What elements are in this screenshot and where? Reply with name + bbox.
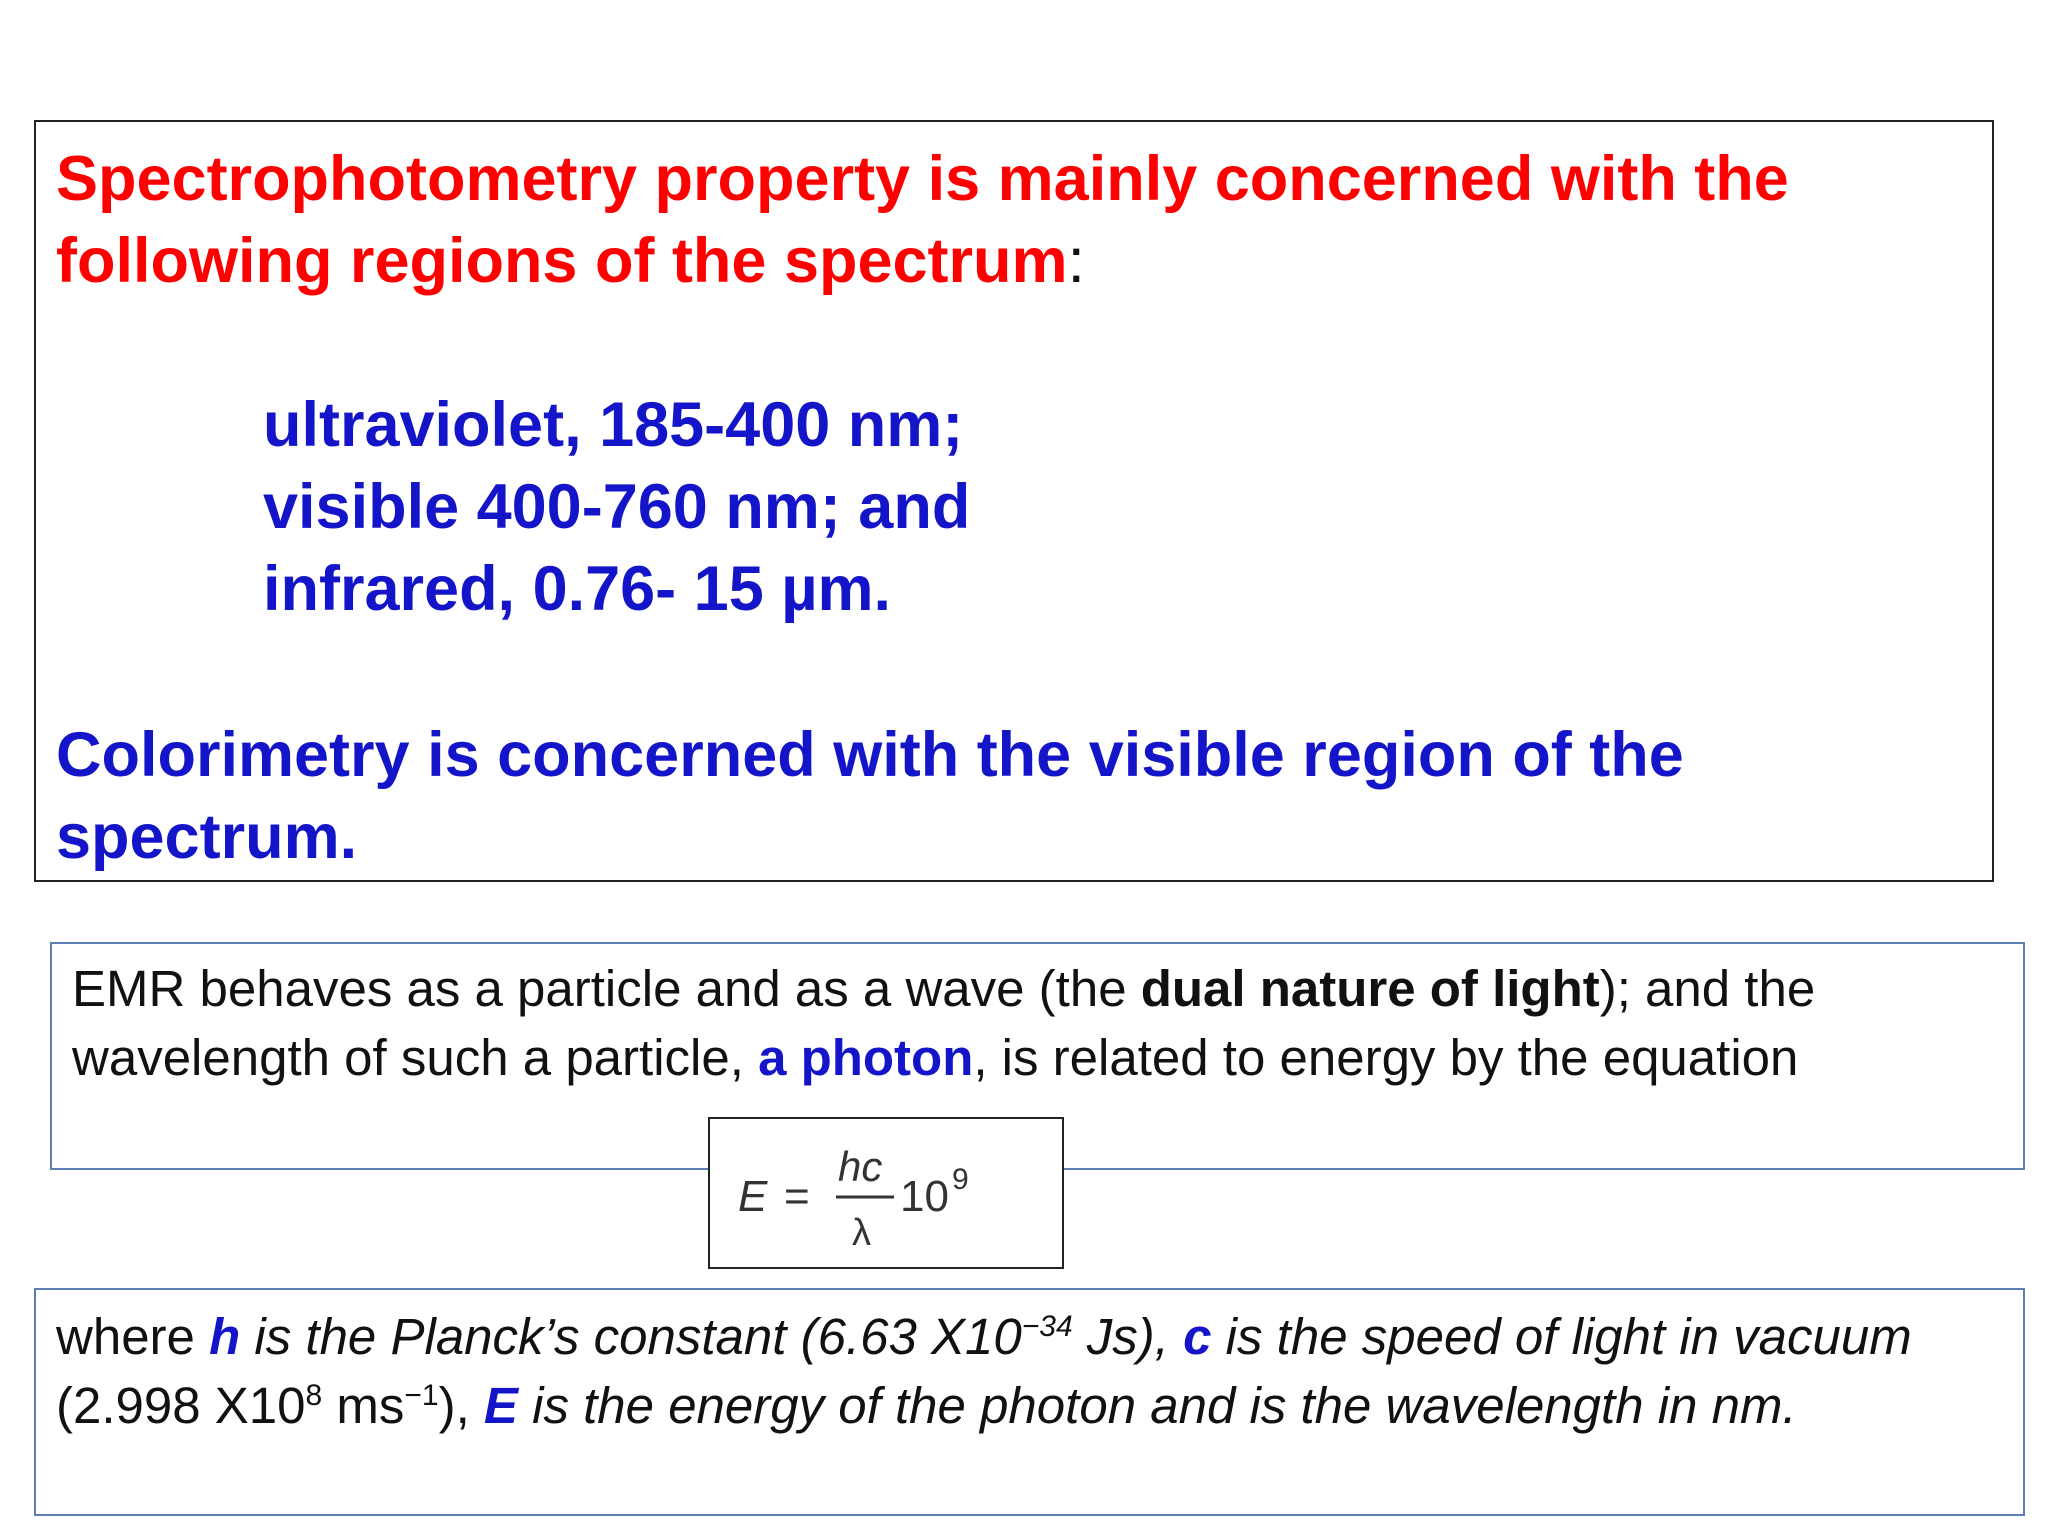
- speed-unit-exponent: −1: [404, 1379, 439, 1412]
- where-part1: where: [56, 1308, 210, 1365]
- constants-paragraph: [56, 1302, 1996, 1440]
- region-ultraviolet: ultraviolet, 185-400 nm;: [263, 390, 964, 460]
- photon-term: a photon: [758, 1029, 974, 1086]
- planck-text: is the Planck’s constant (6.63 X10: [240, 1308, 1022, 1365]
- equation-numerator: hc: [838, 1143, 883, 1190]
- planck-unit: Js),: [1072, 1308, 1184, 1365]
- var-e: E: [483, 1377, 518, 1434]
- speed-of-light-text: is the speed of light in vacuum: [1211, 1308, 1912, 1365]
- energy-text: is the energy of the photon and is the wavelength in nm.: [517, 1377, 1797, 1434]
- emr-text-part3: ); and the wavelength of such a particle,: [72, 960, 1816, 1086]
- planck-exponent: −34: [1021, 1310, 1073, 1343]
- energy-equation: [710, 1119, 1062, 1267]
- var-h: h: [209, 1308, 241, 1365]
- region-infrared: infrared, 0.76- 15 µm.: [263, 554, 892, 624]
- heading-colon: :: [1067, 226, 1086, 296]
- dual-nature-term: dual nature of light: [1140, 960, 1600, 1017]
- var-c: c: [1183, 1308, 1212, 1365]
- constants-explanation-box: [34, 1288, 2025, 1516]
- regions-list: [263, 384, 970, 630]
- equation-denominator: λ: [852, 1212, 871, 1254]
- equation-factor-exponent: 9: [952, 1163, 969, 1196]
- region-visible: visible 400-760 nm; and: [263, 472, 971, 542]
- heading-line2: following regions of the spectrum: [56, 226, 1068, 296]
- spectrophotometry-heading: [56, 138, 1986, 302]
- speed-unit: ms: [322, 1377, 405, 1434]
- emr-paragraph: [72, 954, 1992, 1092]
- equation-equals: =: [784, 1172, 810, 1221]
- emr-text-part5: , is related to energy by the equation: [973, 1029, 1799, 1086]
- heading-line1: Spectrophotometry property is mainly concerned with the: [56, 144, 1789, 214]
- emr-text-part1: EMR behaves as a particle and as a wave (the: [72, 960, 1141, 1017]
- spectrum-regions-box: [34, 120, 1994, 882]
- speed-exponent: 8: [305, 1379, 323, 1412]
- equation-factor-base: 10: [900, 1172, 949, 1221]
- energy-equation-box: [708, 1117, 1064, 1269]
- equation-lhs: E: [738, 1172, 768, 1221]
- speed-value: (2.998 X10: [56, 1377, 306, 1434]
- colorimetry-statement: Colorimetry is concerned with the visible region of the spectrum.: [56, 720, 1684, 872]
- speed-close: ),: [438, 1377, 484, 1434]
